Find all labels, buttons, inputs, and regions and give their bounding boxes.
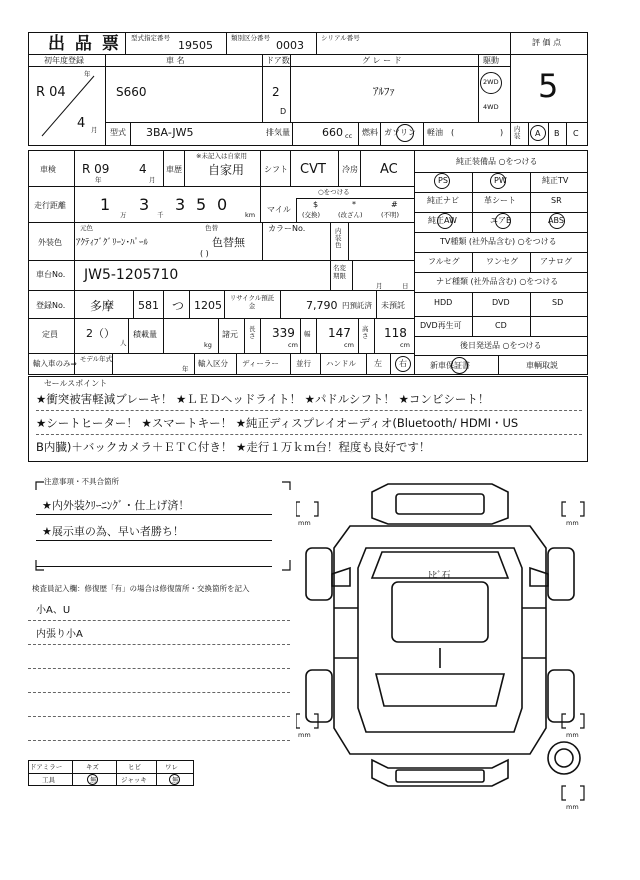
displacement-unit: cc [345, 132, 353, 140]
handle-left: 左 [374, 359, 382, 368]
fuel-circle [396, 124, 414, 142]
model-cert-label: 型式指定番号 [131, 34, 170, 42]
int-color-label: 内装色 [335, 227, 342, 250]
recycle-label: リサイクル預託金 [229, 294, 275, 310]
width-label: 幅 [304, 330, 311, 338]
tv-full: フルセグ [428, 257, 460, 266]
legend-crack: ヒビ [128, 763, 141, 771]
tv-analog: アナログ [540, 257, 572, 266]
chassis-label: 車台No. [36, 270, 66, 279]
color-paren: ( ) [200, 249, 209, 258]
model: 3BA-JW5 [146, 126, 194, 139]
car-diagram [296, 478, 588, 818]
color-label: 色替 [205, 224, 218, 232]
equip-abs-circle [549, 213, 565, 229]
diesel-paren-open: ( [451, 128, 455, 137]
equip-sr: SR [551, 196, 562, 205]
ext-color-label: 外装色 [38, 238, 62, 247]
first-reg-year-unit: 年 [84, 70, 91, 78]
inspection-month-unit: 月 [149, 176, 156, 184]
sheet-title: 出 品 票 [48, 34, 121, 54]
diagram-mm-fl: mm [298, 519, 311, 527]
first-reg-month-unit: 月 [91, 126, 98, 134]
navi-dvd: DVD [492, 298, 510, 307]
equip-abs: ABS [548, 216, 564, 225]
exchanged-symbol: $ [313, 200, 319, 209]
legend-scratch: キズ [86, 763, 99, 771]
handle-right-circle [395, 356, 411, 372]
drive-4wd: 4WD [483, 103, 499, 111]
sales-line-3: B内臓)＋バックカメラ＋ＥＴＣ付き！ ★走行１万ｋｍ台！程度も良好です！ [36, 440, 431, 454]
legend-mirror: ドアミラー [30, 763, 63, 771]
color-change: 色替無 [212, 236, 245, 249]
model-year-label: モデル年式 [79, 355, 113, 363]
dims-label: 諸元 [222, 330, 238, 339]
cooler: AC [380, 162, 398, 177]
orig-color-label: 元色 [80, 224, 93, 232]
class-no: 0003 [276, 39, 304, 52]
width: 147 [328, 326, 351, 340]
cd: CD [495, 321, 507, 330]
inspection-year-unit: 年 [95, 176, 102, 184]
altered-symbol: * [352, 200, 356, 209]
legend-jack: ジャッキ [121, 776, 147, 784]
mileage-km: km [245, 211, 256, 219]
grade: ｱﾙﾌｧ [373, 85, 395, 98]
mileage-digit-5: 0 [217, 195, 228, 214]
load-unit: kg [204, 341, 212, 349]
inspector-line-1: 小A、U [36, 605, 71, 616]
grade-label: グ レ ー ド [362, 56, 402, 65]
mileage-digit-1: 1 [100, 195, 111, 214]
inspector-label: 検査員記入欄：修復歴「有」の場合は修復箇所・交換箇所を記入 [32, 584, 250, 593]
handle-label: ハンドル [326, 359, 356, 368]
interior-a-circle [530, 125, 546, 141]
title-exp-label: 名変期限 [333, 264, 346, 280]
drive-2wd: 2WD [483, 78, 499, 86]
genuine-label: 純正装備品 ○をつける [456, 157, 538, 166]
orig-color: ｱｸﾃｨﾌﾞｸﾞﾘｰﾝ･ﾊﾟｰﾙ [76, 238, 149, 248]
height-unit: cm [400, 341, 410, 349]
interior-c: C [573, 129, 579, 138]
length: 339 [272, 326, 295, 340]
title-exp-month: 月 [376, 282, 383, 290]
height: 118 [384, 326, 407, 340]
import-parallel: 並行 [296, 359, 311, 368]
diagram-stone-chip: ﾄﾋﾞ石 [428, 571, 451, 581]
import-type-label: 輸入区分 [198, 359, 228, 368]
cooler-label: 冷房 [342, 165, 358, 174]
fuel-label: 燃料 [362, 128, 378, 137]
sales-line-1: ★衝突被害軽減ブレーキ！ ★ＬＥＤヘッドライト！ ★パドルシフト！ ★コンビシート！ [36, 392, 490, 406]
history: 自家用 [208, 163, 245, 177]
mileage-mark-hint: ○をつける [318, 188, 350, 196]
door-count: 2 [272, 85, 280, 99]
notes-label: 注意事項・不具合箇所 [44, 477, 119, 486]
mileage-digit-2: 3 [139, 195, 150, 214]
legend-tools-circle [87, 774, 98, 785]
chassis: JW5-1205710 [84, 267, 179, 283]
title-exp-day: 日 [402, 282, 409, 290]
mileage-sen: 千 [157, 211, 164, 219]
class-label: 類別区分番号 [231, 34, 270, 42]
unknown-symbol: # [391, 200, 398, 209]
diesel-label: 軽油 [427, 128, 443, 137]
drive-label: 駆動 [483, 56, 499, 65]
inspection-year: R 09 [82, 162, 110, 176]
warranty-circle [451, 357, 468, 374]
model-year-unit: 年 [182, 365, 189, 373]
fuel-gasoline: ガソリン [384, 128, 416, 137]
equip-airbag-circle [495, 213, 511, 229]
score-label: 評 価 点 [532, 38, 562, 47]
drive-2wd-circle [480, 72, 502, 94]
equip-ps-circle [434, 173, 450, 189]
capacity: 2（） [86, 327, 115, 340]
altered-label: (改ざん) [338, 211, 363, 219]
legend-jack-val: 無 [172, 776, 179, 784]
import-label: 輸入車のみ⇒ [33, 359, 77, 368]
mileage-label: 走行距離 [34, 201, 66, 210]
reg-num: 1205 [194, 299, 222, 312]
tv-type-label: TV種類 (社外品含む) ○をつける [440, 237, 557, 246]
recycle-status: 未預託 [381, 301, 405, 310]
equip-aw-circle [437, 213, 453, 229]
reg-class: 581 [138, 299, 159, 312]
inspection-month: 4 [139, 162, 147, 176]
serial-label: シリアル番号 [321, 34, 360, 42]
recycle-unit: 円預託済 [342, 301, 372, 310]
legend-jack-circle [169, 774, 180, 785]
color-no-label: カラーNo. [268, 224, 306, 233]
capacity-label: 定員 [42, 330, 58, 339]
diagram-mm-fr: mm [566, 519, 579, 527]
equip-leather: 革シート [484, 196, 516, 205]
navi-hdd: HDD [434, 298, 453, 307]
equip-aw: 純正AW [428, 216, 457, 225]
reg-area: 多摩 [90, 299, 115, 313]
dvd-play-label: DVD再生可 [420, 321, 462, 330]
diagram-mm-spare: mm [566, 803, 579, 811]
door-count-sub: D [280, 107, 287, 116]
equip-ps: PS [438, 176, 448, 185]
car-name-label: 車 名 [166, 56, 185, 65]
sales-label: セールスポイント [44, 379, 108, 388]
score-value: 5 [538, 67, 559, 105]
unknown-label: (不明) [381, 211, 400, 219]
length-label: 長さ [249, 325, 256, 341]
handle-right: 右 [399, 359, 407, 368]
equip-pw-circle [490, 173, 506, 189]
history-label: 車歴 [166, 165, 182, 174]
mileage-digit-3: 3 [175, 195, 186, 214]
mile-label: マイル [267, 205, 291, 214]
equip-navi: 純正ナビ [427, 196, 459, 205]
tv-one: ワンセグ [486, 257, 518, 266]
first-reg-label: 初年度登録 [44, 56, 84, 65]
model-label: 型式 [110, 128, 126, 137]
import-dealer: ディーラー [242, 359, 279, 368]
displacement-label: 排気量 [266, 128, 290, 137]
shift: CVT [300, 162, 326, 177]
car-name: S660 [116, 85, 147, 99]
recycle-amount: 7,790 [306, 299, 338, 312]
mileage-digit-4: 5 [196, 195, 207, 214]
diagram-mm-rl: mm [298, 731, 311, 739]
legend-break: ワレ [165, 763, 178, 771]
first-reg-year: R 04 [36, 85, 66, 100]
reg-label: 登録No. [36, 301, 66, 310]
interior-b: B [554, 129, 560, 138]
diesel-paren-close: ) [500, 128, 504, 137]
equip-pw: PW [494, 176, 507, 185]
equip-airbag: エアB [490, 216, 512, 225]
legend-tools-val: 無 [90, 776, 97, 784]
diagram-mm-rr: mm [566, 731, 579, 739]
legend-tools: 工具 [42, 776, 55, 784]
capacity-unit: 人 [120, 339, 127, 347]
length-unit: cm [288, 341, 298, 349]
load-label: 積載量 [133, 330, 157, 339]
inspector-line-2: 内張り小A [36, 629, 83, 640]
first-reg-month: 4 [77, 116, 86, 131]
navi-type-label: ナビ種類 (社外品含む) ○をつける [436, 277, 559, 286]
shift-label: シフト [264, 165, 288, 174]
interior-a: A [535, 129, 541, 138]
displacement: 660 [322, 126, 343, 139]
exchanged-label: (交換) [302, 211, 321, 219]
navi-sd: SD [552, 298, 564, 307]
equip-tv: 純正TV [542, 176, 569, 185]
door-count-label: ドア数 [266, 56, 290, 65]
inspection-label: 車検 [40, 165, 56, 174]
model-cert-no: 19505 [178, 39, 213, 52]
height-label: 高さ [362, 325, 369, 341]
mileage-man: 万 [120, 211, 127, 219]
warranty: 新車保証書 [430, 361, 470, 370]
history-note: ※未記入は自家用 [196, 152, 247, 160]
later-label: 後日発送品 ○をつける [460, 341, 542, 350]
width-unit: cm [344, 341, 354, 349]
manual: 車輌取説 [526, 361, 558, 370]
notes-line-2: ★展示車の為、早い者勝ち！ [42, 525, 184, 538]
reg-kana: つ [172, 299, 185, 313]
interior-label: 内装 [514, 125, 521, 141]
notes-line-1: ★内外装ｸﾘｰﾆﾝｸﾞ・仕上げ済！ [42, 499, 190, 512]
sales-line-2: ★シートヒーター！ ★スマートキー！ ★純正ディスプレイオーディオ(Bluetooth/ HDMI・US [36, 416, 519, 430]
